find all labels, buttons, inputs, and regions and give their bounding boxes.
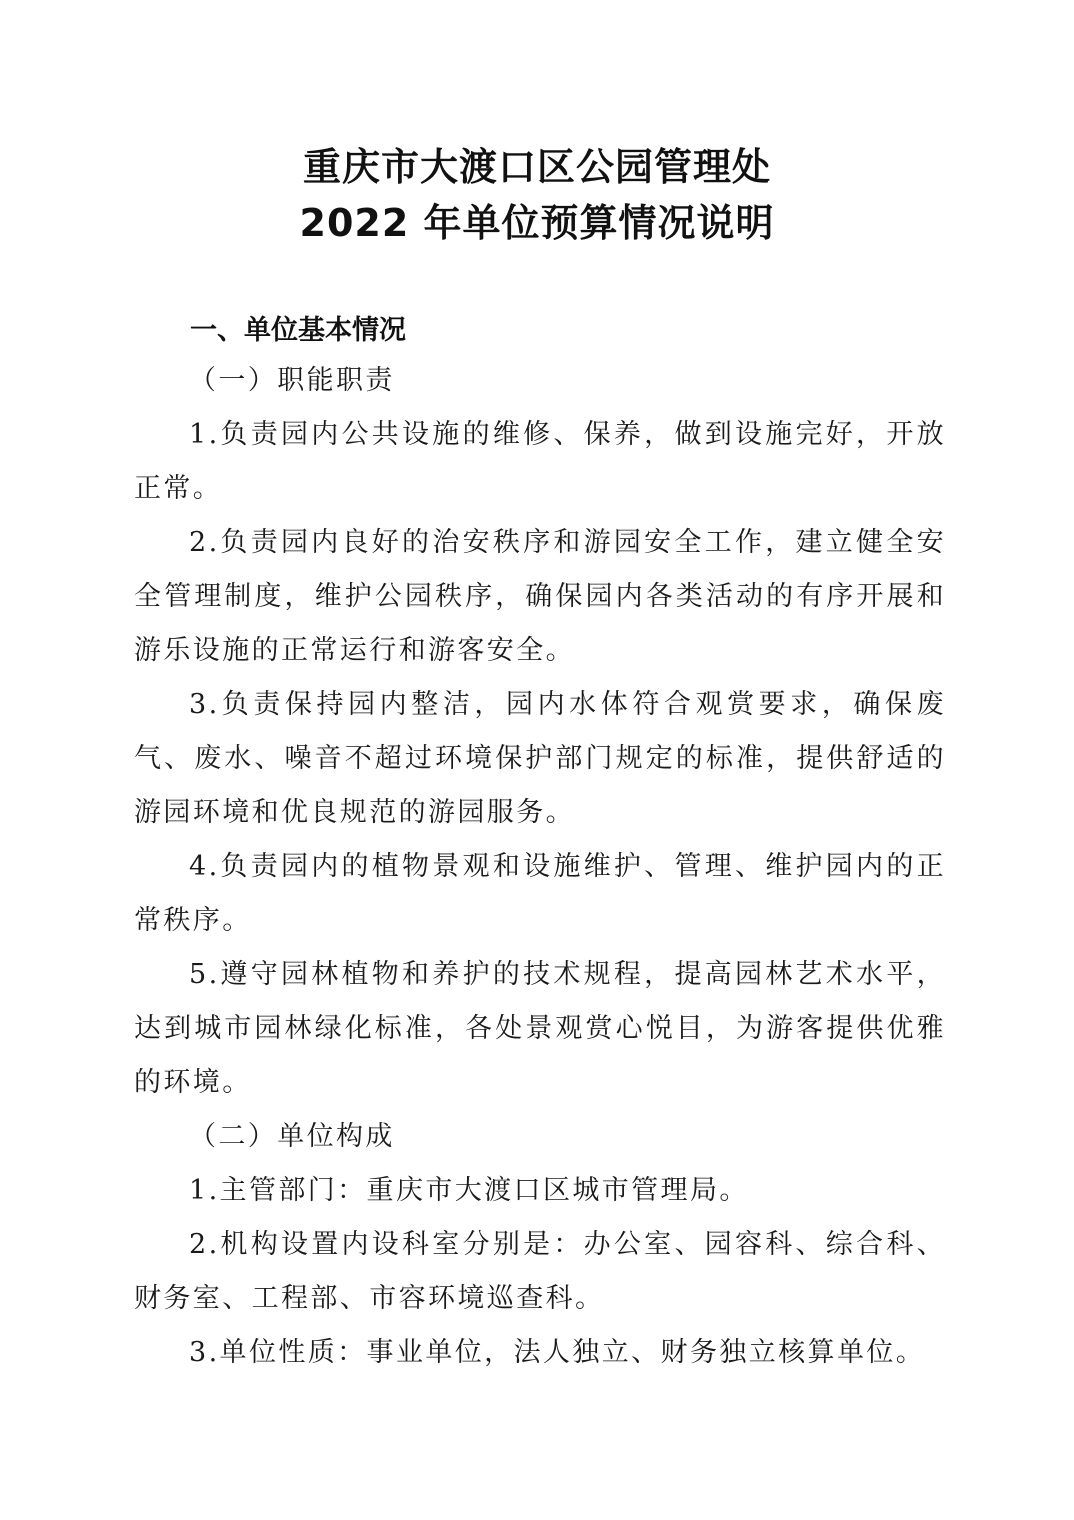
duty-item-1: 1.负责园内公共设施的维修、保养，做到设施完好，开放正常。 bbox=[134, 419, 946, 504]
document-title-line1: 重庆市大渡口区公园管理处 bbox=[302, 145, 771, 189]
section-heading-basic-info: 一、单位基本情况 bbox=[190, 315, 406, 346]
duty-item-2: 2.负责园内良好的治安秩序和游园安全工作，建立健全安全管理制度，维护公园秩序，确保园内各类活动的有序开展和游乐设施的正常运行和游客安全。 bbox=[134, 527, 946, 666]
composition-item-1: 1.主管部门：重庆市大渡口区城市管理局。 bbox=[189, 1175, 749, 1206]
composition-item-2: 2.机构设置内设科室分别是：办公室、园容科、综合科、财务室、工程部、市容环境巡查科。 bbox=[134, 1229, 946, 1314]
composition-item-3: 3.单位性质：事业单位，法人独立、财务独立核算单位。 bbox=[189, 1337, 926, 1368]
document-title-line2: 2022 年单位预算情况说明 bbox=[299, 201, 775, 245]
subsection-heading-composition: （二）单位构成 bbox=[189, 1121, 395, 1152]
subsection-heading-duties: （一）职能职责 bbox=[189, 365, 395, 396]
document-body bbox=[134, 354, 946, 1380]
duty-item-3: 3.负责保持园内整洁，园内水体符合观赏要求，确保废气、废水、噪音不超过环境保护部门规定的标准，提供舒适的游园环境和优良规范的游园服务。 bbox=[134, 689, 946, 828]
duty-item-4: 4.负责园内的植物景观和设施维护、管理、维护园内的正常秩序。 bbox=[134, 851, 946, 936]
duty-item-5: 5.遵守园林植物和养护的技术规程，提高园林艺术水平，达到城市园林绿化标准，各处景观赏心悦目，为游客提供优雅的环境。 bbox=[134, 959, 946, 1098]
